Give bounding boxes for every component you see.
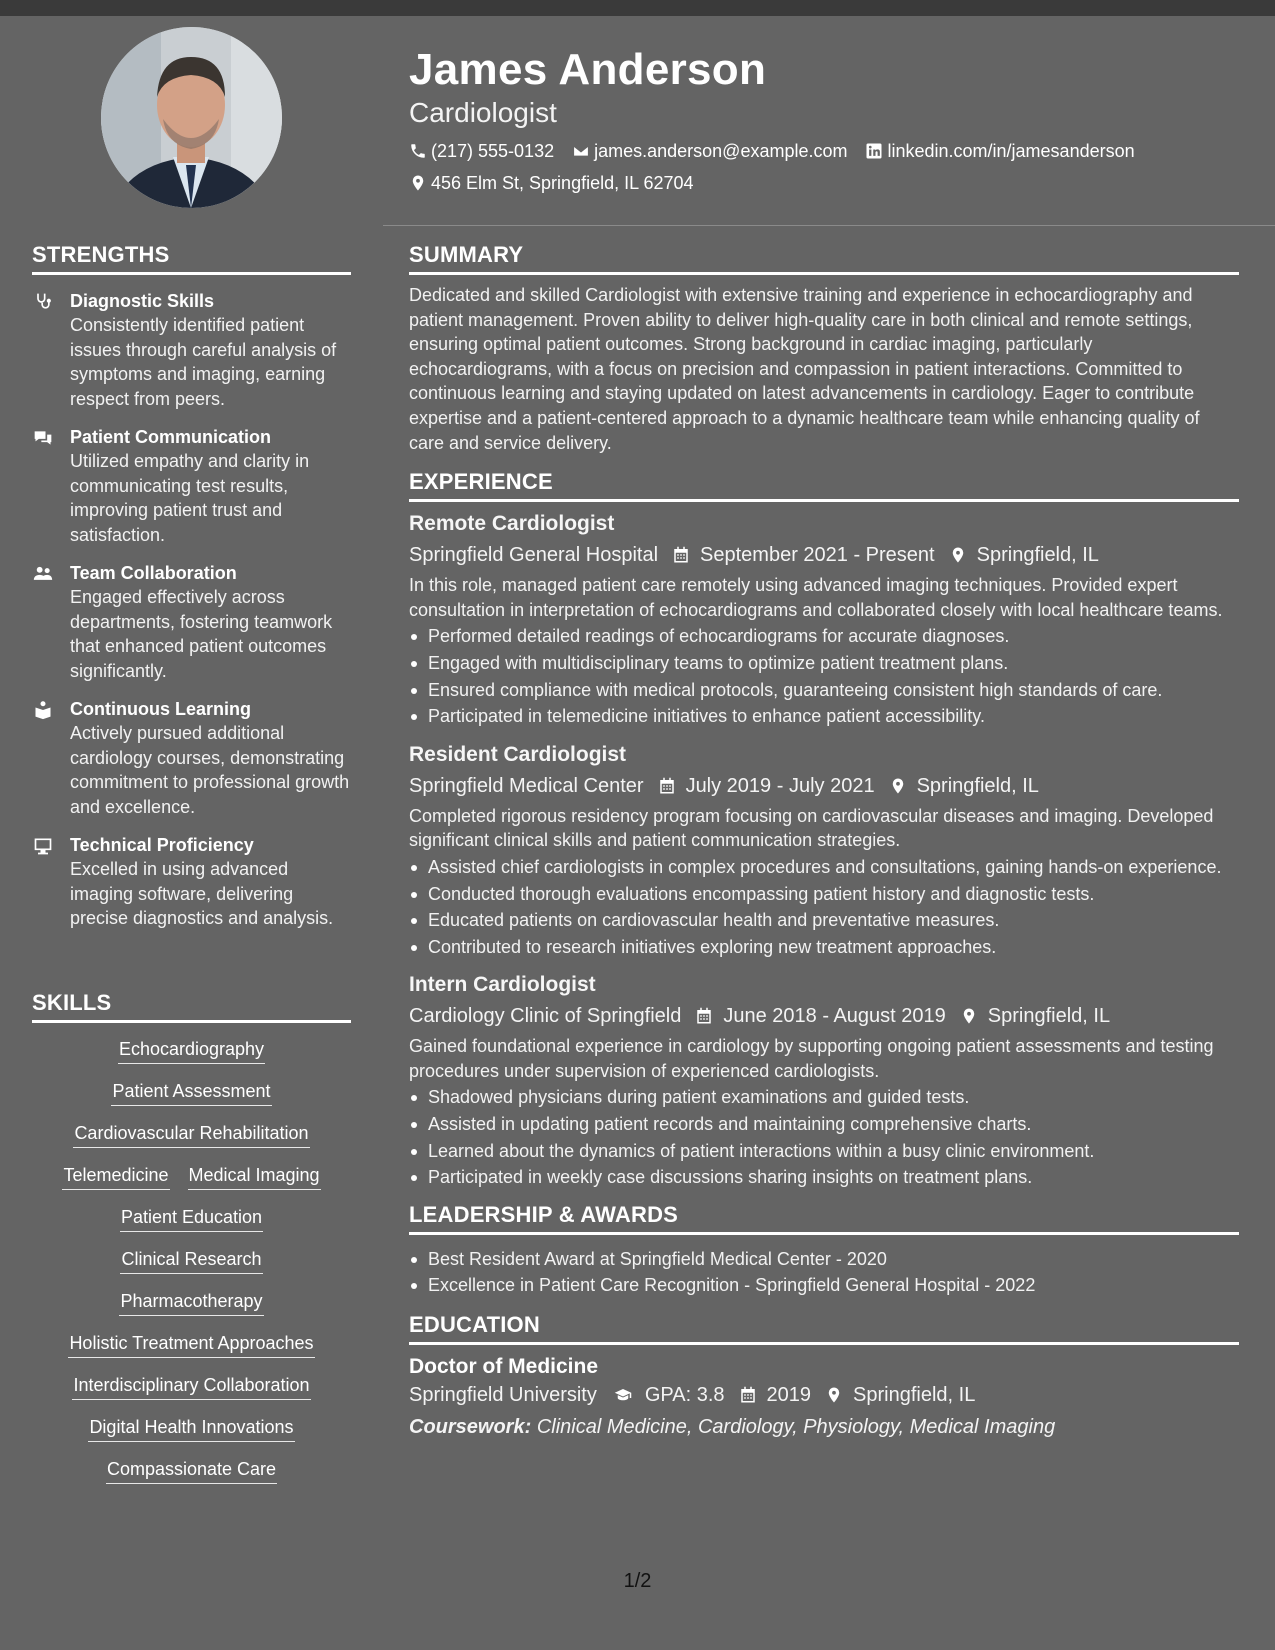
top-bar xyxy=(0,0,1275,16)
linkedin-icon xyxy=(865,142,883,160)
contact-info xyxy=(409,139,1239,203)
job-bullets xyxy=(409,855,1239,959)
map-marker-icon xyxy=(889,777,907,795)
education-section xyxy=(409,1312,1239,1441)
job-description: Completed rigorous residency program focusing on cardiovascular diseases and imaging. Developed significant clinical skills and patient communication strategies. xyxy=(409,805,1214,851)
graduation-cap-icon xyxy=(611,1386,635,1404)
awards-title: LEADERSHIP & AWARDS xyxy=(409,1202,1239,1235)
strength-description: Excelled in using advanced imaging software, delivering precise diagnostics and analysis. xyxy=(70,859,334,928)
coursework-list: Clinical Medicine, Cardiology, Physiology, Medical Imaging xyxy=(536,1416,1056,1439)
awards-list xyxy=(409,1247,1239,1298)
strength-title: Patient Communication xyxy=(70,427,272,447)
experience-title: EXPERIENCE xyxy=(409,469,1239,502)
award-item: Best Resident Award at Springfield Medical Center - 2020 xyxy=(409,1247,1239,1272)
skill-tag: Compassionate Care xyxy=(106,1457,277,1484)
skill-tag: Cardiovascular Rehabilitation xyxy=(73,1121,309,1148)
job-dates: June 2018 - August 2019 xyxy=(723,1005,946,1028)
strengths-title: STRENGTHS xyxy=(32,242,351,275)
job-organization: Springfield General Hospital xyxy=(409,544,659,567)
job-bullets xyxy=(409,1085,1239,1189)
email-text: james.anderson@example.com xyxy=(594,141,848,161)
coursework-label: Coursework: xyxy=(409,1416,532,1439)
job-title: Remote Cardiologist xyxy=(409,512,615,536)
skill-tag: Patient Education xyxy=(120,1205,263,1232)
users-icon xyxy=(32,564,54,584)
job-title: Resident Cardiologist xyxy=(409,742,627,766)
header-divider xyxy=(383,225,1275,226)
job-bullet: Contributed to research initiatives exploring new treatment approaches. xyxy=(409,935,1239,960)
map-marker-icon xyxy=(409,174,427,192)
job-bullet: Conducted thorough evaluations encompassing patient history and diagnostic tests. xyxy=(409,882,1239,907)
strength-item xyxy=(32,561,351,683)
skill-tag: Interdisciplinary Collaboration xyxy=(72,1373,310,1400)
profile-photo xyxy=(101,27,282,208)
coursework xyxy=(409,1413,1239,1441)
job-meta xyxy=(409,772,1239,800)
job-bullet: Educated patients on cardiovascular health and preventative measures. xyxy=(409,908,1239,933)
job-bullet: Learned about the dynamics of patient interactions within a busy clinic environment. xyxy=(409,1139,1239,1164)
comments-icon xyxy=(32,428,54,448)
address-contact xyxy=(409,171,694,195)
address-text: 456 Elm St, Springfield, IL 62704 xyxy=(431,173,694,193)
job-location: Springfield, IL xyxy=(916,774,1039,797)
summary-text: Dedicated and skilled Cardiologist with extensive training and experience in echocardiography and patient management. Proven ability to deliver high-quality care in both clinical and remote settings, ensuring optimal patient outcomes. Strong background in cardiac imaging, particularly echocardiograms, with a focus on precision and compassion in patient interactions. Committed to continuous learning and staying updated on latest advancements in cardiology. Eager to contribute expertise and a patient-centered approach to a dynamic healthcare team while enhancing quality of care and service delivery. xyxy=(409,285,1200,453)
strength-title: Team Collaboration xyxy=(70,563,237,583)
desktop-icon xyxy=(32,836,54,856)
job-meta xyxy=(409,1002,1239,1030)
skill-tag: Echocardiography xyxy=(118,1037,265,1064)
skills-title: SKILLS xyxy=(32,990,351,1023)
skill-tag: Clinical Research xyxy=(120,1247,262,1274)
stethoscope-icon xyxy=(32,292,54,312)
job-bullet: Performed detailed readings of echocardiograms for accurate diagnoses. xyxy=(409,624,1239,649)
awards-section xyxy=(409,1202,1239,1298)
book-reader-icon xyxy=(32,700,54,720)
phone-icon xyxy=(409,142,427,160)
skill-tag: Holistic Treatment Approaches xyxy=(68,1331,314,1358)
job-entry xyxy=(409,741,1239,960)
map-marker-icon xyxy=(825,1386,843,1404)
map-marker-icon xyxy=(960,1007,978,1025)
linkedin-text: linkedin.com/in/jamesanderson xyxy=(887,141,1135,161)
skill-tag: Patient Assessment xyxy=(111,1079,271,1106)
skills-section xyxy=(32,990,351,1499)
calendar-icon xyxy=(695,1007,713,1025)
job-organization: Cardiology Clinic of Springfield xyxy=(409,1005,682,1028)
job-bullet: Participated in telemedicine initiatives to enhance patient accessibility. xyxy=(409,704,1239,729)
envelope-icon xyxy=(572,142,590,160)
map-marker-icon xyxy=(949,546,967,564)
school-location: Springfield, IL xyxy=(853,1384,976,1407)
job-bullet: Shadowed physicians during patient examinations and guided tests. xyxy=(409,1085,1239,1110)
education-meta xyxy=(409,1381,1239,1409)
award-item: Excellence in Patient Care Recognition - Springfield General Hospital - 2022 xyxy=(409,1273,1239,1298)
job-bullet: Participated in weekly case discussions sharing insights on treatment plans. xyxy=(409,1165,1239,1190)
calendar-icon xyxy=(658,777,676,795)
job-description: In this role, managed patient care remotely using advanced imaging techniques. Provided expert consultation in interpretation of echocardiograms and collaborated closely with local healthcare teams. xyxy=(409,575,1223,620)
strength-description: Actively pursued additional cardiology courses, demonstrating commitment to professional growth and excellence. xyxy=(70,723,350,817)
job-description: Gained foundational experience in cardiology by supporting ongoing patient assessments and testing procedures under supervision of experienced cardiologists. xyxy=(409,1036,1214,1081)
job-location: Springfield, IL xyxy=(987,1005,1111,1028)
job-entry xyxy=(409,510,1239,729)
job-bullet: Assisted in updating patient records and maintaining comprehensive charts. xyxy=(409,1112,1239,1137)
school-name: Springfield University xyxy=(409,1384,597,1407)
resume-header xyxy=(409,44,1239,203)
skill-tag: Digital Health Innovations xyxy=(88,1415,294,1442)
job-meta xyxy=(409,541,1239,569)
strength-description: Consistently identified patient issues through careful analysis of symptoms and imaging, earning respect from peers. xyxy=(70,315,337,409)
email-contact[interactable] xyxy=(572,139,847,163)
linkedin-contact[interactable] xyxy=(865,139,1134,163)
candidate-name: James Anderson xyxy=(409,45,767,94)
phone-contact[interactable] xyxy=(409,139,554,163)
strength-description: Utilized empathy and clarity in communicating test results, improving patient trust and satisfaction. xyxy=(70,451,310,545)
job-dates: July 2019 - July 2021 xyxy=(685,774,875,797)
strength-title: Continuous Learning xyxy=(70,699,251,719)
strength-description: Engaged effectively across departments, fostering teamwork that enhanced patient outcomes significantly. xyxy=(70,587,333,681)
phone-text: (217) 555-0132 xyxy=(431,141,555,161)
strength-title: Technical Proficiency xyxy=(70,835,254,855)
calendar-icon xyxy=(672,546,690,564)
strength-title: Diagnostic Skills xyxy=(70,291,215,311)
job-title: Intern Cardiologist xyxy=(409,973,596,997)
calendar-icon xyxy=(739,1386,757,1404)
degree-title: Doctor of Medicine xyxy=(409,1355,599,1379)
job-bullets xyxy=(409,624,1239,728)
skill-tag: Medical Imaging xyxy=(188,1163,321,1190)
strength-item xyxy=(32,697,351,819)
skill-tag: Pharmacotherapy xyxy=(119,1289,263,1316)
candidate-role: Cardiologist xyxy=(409,97,557,128)
strength-item xyxy=(32,833,351,931)
page-number: 1/2 xyxy=(623,1570,652,1592)
main-column xyxy=(409,242,1239,1441)
gpa-text: GPA: 3.8 xyxy=(644,1384,725,1407)
job-entry xyxy=(409,971,1239,1190)
job-dates: September 2021 - Present xyxy=(700,544,935,567)
job-organization: Springfield Medical Center xyxy=(409,774,644,797)
graduation-year: 2019 xyxy=(766,1384,812,1407)
strengths-section xyxy=(32,242,351,931)
skill-list xyxy=(32,1037,351,1499)
strength-item xyxy=(32,425,351,547)
strength-item xyxy=(32,289,351,411)
skill-tag: Telemedicine xyxy=(62,1163,169,1190)
education-title: EDUCATION xyxy=(409,1312,1239,1345)
job-location: Springfield, IL xyxy=(976,544,1099,567)
job-bullet: Engaged with multidisciplinary teams to optimize patient treatment plans. xyxy=(409,651,1239,676)
summary-title: SUMMARY xyxy=(409,242,1239,275)
job-bullet: Ensured compliance with medical protocols, guaranteeing consistent high standards of care. xyxy=(409,678,1239,703)
job-bullet: Assisted chief cardiologists in complex procedures and consultations, gaining hands-on experience. xyxy=(409,855,1239,880)
